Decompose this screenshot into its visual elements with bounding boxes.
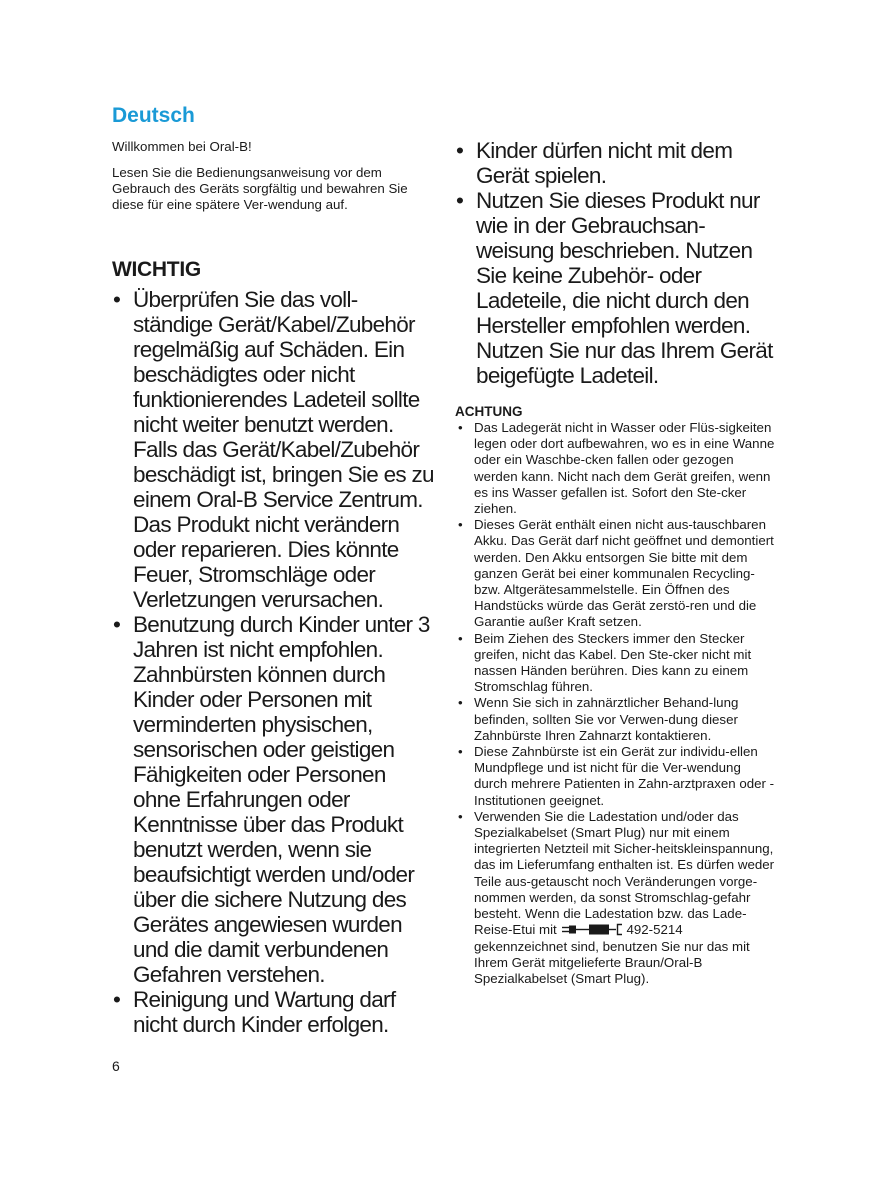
bullet-icon: • — [113, 987, 121, 1012]
wichtig-item-text: Kinder dürfen nicht mit dem Gerät spielen. — [476, 138, 733, 188]
achtung-item-text: Verwenden Sie die Ladestation und/oder das Spezialkabelset (Smart Plug) nur mit einem integrierten Netzteil mit Sicher-heitskleinspannung, das im Lieferumfang enthalten ist. Es dürfen weder Teile aus-getauscht noch Veränderungen vorge-nommen werden, da sonst Stromschlag-gefahr besteht. Wenn die Ladestation bzw. das Lade-Reise-Etui mit — [474, 808, 775, 938]
achtung-item-text: Das Ladegerät nicht in Wasser oder Flüs-sigkeiten legen oder dort aufbewahren, wo es in eine Wanne oder ein Waschbe-cken fallen oder gezogen werden kann. Nicht nach dem Gerät greifen, wenn es ins Wasser gefallen ist. Sofort den Ste-cker ziehen. — [474, 420, 775, 517]
bullet-icon: • — [113, 287, 121, 312]
achtung-item-text: Beim Ziehen des Steckers immer den Stecker greifen, nicht das Kabel. Den Ste-cker nicht mit nassen Händen berühren. Dies kann zu einem Stromschlag führen. — [474, 630, 752, 695]
achtung-item-text: Dieses Gerät enthält einen nicht aus-tauschbaren Akku. Das Gerät darf nicht geöffnet und demontiert werden. Den Akku entsorgen Sie bitte mit dem ganzen Gerät bei einer kommunalen Recycling- bzw. Altgerätesammelstelle. Ein Öffnen des Handstücks würde das Gerät zerstö-ren und die Garantie außer Kraft setzen. — [474, 517, 774, 630]
list-item — [455, 188, 780, 388]
list-item — [455, 517, 775, 630]
wichtig-item-text: Benutzung durch Kinder unter 3 Jahren ist nicht empfohlen. Zahnbürsten können durch Kinder oder Personen mit verminderten physischen, sensorischen oder geistigen Fähigkeiten oder Personen ohne Erfahrungen oder Kenntnisse über das Produkt benutzt werden, wenn sie beaufsichtigt werden und/oder über die sichere Nutzung des Gerätes angewiesen wurden und die damit verbundenen Gefahren verstehen. — [133, 612, 430, 987]
bullet-icon: • — [458, 420, 463, 435]
achtung-list — [455, 420, 775, 987]
wichtig-item-text: Überprüfen Sie das voll-ständige Gerät/Kabel/Zubehör regelmäßig auf Schäden. Ein beschädigtes oder nicht funktionierendes Ladeteil sollte nicht weiter benutzt werden. Falls das Gerät/Kabel/Zubehör beschädigt ist, bringen Sie es zu einem Oral-B Service Zentrum. Das Produkt nicht verändern oder reparieren. Dies könnte Feuer, Stromschläge oder Verletzungen verursachen. — [133, 287, 434, 612]
list-item — [112, 987, 434, 1037]
achtung-heading: ACHTUNG — [455, 404, 523, 419]
list-item — [455, 695, 775, 744]
list-item — [112, 287, 434, 612]
list-item — [455, 809, 775, 987]
list-item — [455, 420, 775, 517]
wichtig-heading: WICHTIG — [112, 258, 201, 281]
bullet-icon: • — [456, 188, 464, 213]
achtung-item-text: Wenn Sie sich in zahnärztlicher Behand-lung befinden, sollten Sie vor Verwen-dung dieser Zahnbürste Ihren Zahnarzt kontaktieren. — [474, 695, 739, 743]
list-item — [455, 138, 780, 188]
bullet-icon: • — [456, 138, 464, 163]
bullet-icon: • — [458, 808, 463, 824]
bullet-icon: • — [458, 517, 463, 533]
bullet-icon: • — [458, 695, 463, 711]
list-item — [455, 631, 775, 696]
wichtig-list-continued — [455, 138, 780, 388]
welcome-text: Willkommen bei Oral-B! — [112, 139, 252, 154]
page-number: 6 — [112, 1058, 120, 1074]
wichtig-item-text: Nutzen Sie dieses Produkt nur wie in der Gebrauchsan-weisung beschrieben. Nutzen Sie keine Zubehör- oder Ladeteile, die nicht durch den Hersteller empfohlen werden. Nutzen Sie nur das Ihrem Gerät beigefügte Ladeteil. — [476, 188, 773, 388]
list-item — [112, 612, 434, 987]
wichtig-item-text: Reinigung und Wartung darf nicht durch Kinder erfolgen. — [133, 987, 396, 1037]
achtung-item-text: Diese Zahnbürste ist ein Gerät zur individu-ellen Mundpflege und ist nicht für die Ver-wendung durch mehrere Patienten in Zahn-arztpraxen oder -Institutionen geeignet. — [474, 744, 775, 808]
language-heading: Deutsch — [112, 104, 195, 127]
bullet-icon: • — [458, 630, 463, 646]
bullet-icon: • — [458, 744, 463, 760]
intro-instructions: Lesen Sie die Bedienungsanweisung vor dem Gebrauch des Geräts sorgfältig und bewahren Sie diese für eine spätere Ver-wendung auf. — [112, 165, 408, 212]
wichtig-list — [112, 287, 434, 1037]
list-item — [455, 744, 775, 809]
achtung-item-text-continued: 492-5214 gekennzeichnet sind, benutzen Sie nur das mit Ihrem Gerät mitgelieferte Braun/Oral-B Spezialkabelset (Smart Plug). — [474, 922, 750, 986]
bullet-icon: • — [113, 612, 121, 637]
smart-plug-symbol-icon — [561, 923, 623, 936]
